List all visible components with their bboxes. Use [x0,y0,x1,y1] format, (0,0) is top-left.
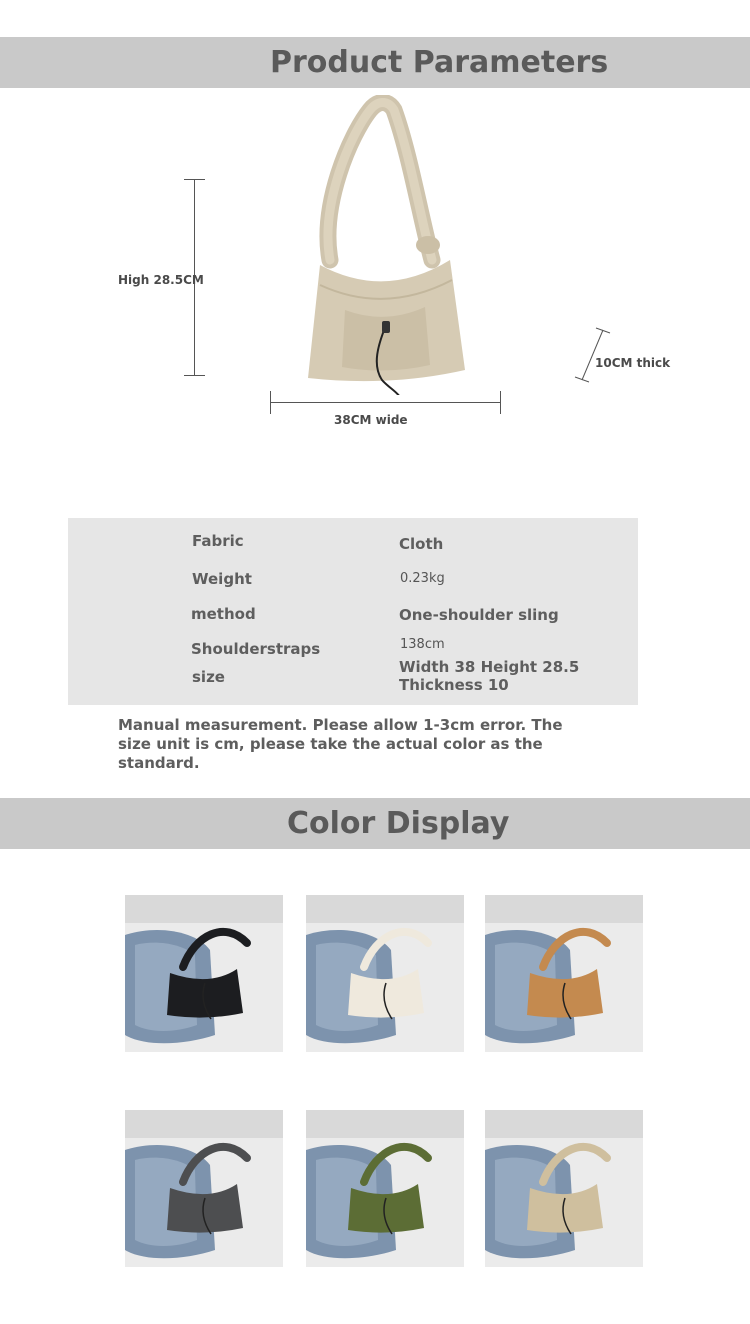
width-dimension-label: 38CM wide [334,413,408,427]
color-swatch-khaki[interactable] [485,1110,643,1267]
fabric-value: Cloth [399,535,444,553]
color-display-banner [0,798,750,849]
shoulderstraps-label: Shoulderstraps [191,640,321,658]
color-swatch-black[interactable] [125,895,283,1052]
method-label: method [191,605,256,623]
size-value-line1: Width 38 Height 28.5 [399,658,580,676]
width-dimension-cap-right [500,391,501,414]
color-swatch-green[interactable] [306,1110,464,1267]
color-swatch-white[interactable] [306,895,464,1052]
height-dimension-cap-bottom [184,375,205,376]
method-value: One-shoulder sling [399,606,559,624]
color-swatch-tan[interactable] [485,895,643,1052]
color-display-title: Color Display [287,806,510,841]
width-dimension-cap-left [270,391,271,414]
weight-value: 0.23kg [400,571,445,586]
height-dimension-label: High 28.5CM [118,273,204,287]
spec-table [68,518,638,705]
thickness-dimension-line [572,326,614,384]
product-parameters-title: Product Parameters [270,45,609,80]
measurement-note: Manual measurement. Please allow 1-3cm error. The size unit is cm, please take the actual color as the standard. [118,716,563,772]
height-dimension-cap-top [184,179,205,180]
fabric-label: Fabric [192,532,244,550]
size-value-line2: Thickness 10 [399,676,509,694]
width-dimension-line [270,402,501,403]
color-swatch-gray[interactable] [125,1110,283,1267]
size-label: size [192,668,225,686]
thickness-dimension-label: 10CM thick [595,356,671,370]
product-bag-image [300,95,470,395]
weight-label: Weight [192,570,252,588]
shoulderstraps-value: 138cm [400,637,445,652]
product-parameters-banner [0,37,750,88]
